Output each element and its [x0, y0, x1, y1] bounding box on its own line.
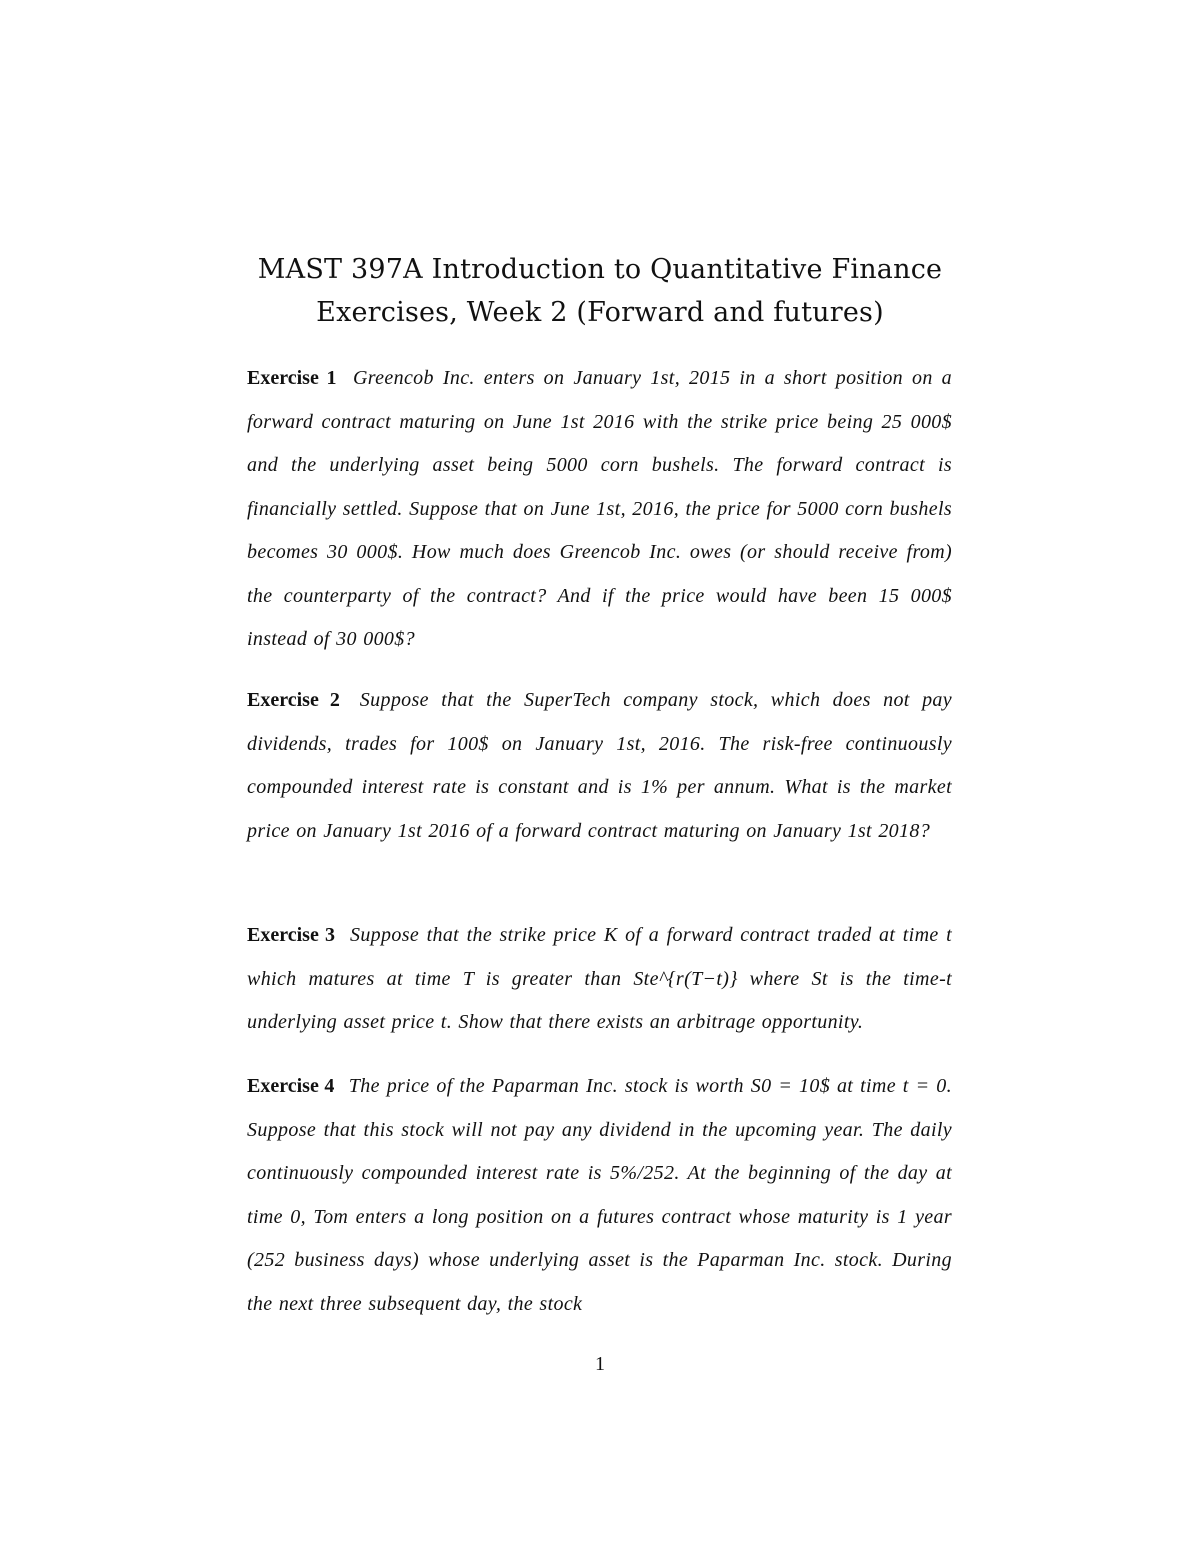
exercise-label: Exercise 2	[247, 689, 340, 711]
title-line-course: MAST 397A Introduction to Quantitative Finance	[257, 254, 943, 285]
title-line-week: Exercises, Week 2 (Forward and futures)	[316, 297, 884, 328]
exercise-text: Suppose that the strike price K of a forward contract traded at time t which matures at time T is greater than Ste^{r(T−t)} where St is the time-t underlying asset price t. Show that there exists an arbitrage opportunity.	[247, 924, 952, 1033]
exercise-text: Greencob Inc. enters on January 1st, 2015 in a short position on a forward contract maturing on June 1st 2016 with the strike price being 25 000$ and the underlying asset being 5000 corn bushels. The forward contract is financially settled. Suppose that on June 1st, 2016, the price for 5000 corn bushels becomes 30 000$. How much does Greencob Inc. owes (or should receive from) the counterparty of the contract? And if the price would have been 15 000$ instead of 30 000$?	[247, 367, 952, 650]
exercise-3	[247, 914, 952, 1045]
page-number: 1	[595, 1353, 605, 1375]
exercise-text: Suppose that the SuperTech company stock, which does not pay dividends, trades for 100$ on January 1st, 2016. The risk-free continuously compounded interest rate is constant and is 1% per annum. What is the market price on January 1st 2016 of a forward contract maturing on January 1st 2018?	[247, 689, 952, 842]
exercise-4	[247, 1065, 952, 1326]
exercise-2	[247, 679, 952, 853]
exercise-label: Exercise 4	[247, 1075, 335, 1097]
exercise-label: Exercise 1	[247, 367, 337, 389]
exercise-1	[247, 357, 952, 662]
document-title	[200, 248, 1000, 334]
exercise-text: The price of the Paparman Inc. stock is worth S0 = 10$ at time t = 0. Suppose that this stock will not pay any dividend in the upcoming year. The daily continuously compounded interest rate is 5%/252. At the beginning of the day at time 0, Tom enters a long position on a futures contract whose maturity is 1 year (252 business days) whose underlying asset is the Paparman Inc. stock. During the next three subsequent day, the stock	[247, 1075, 952, 1315]
exercise-label: Exercise 3	[247, 924, 335, 946]
